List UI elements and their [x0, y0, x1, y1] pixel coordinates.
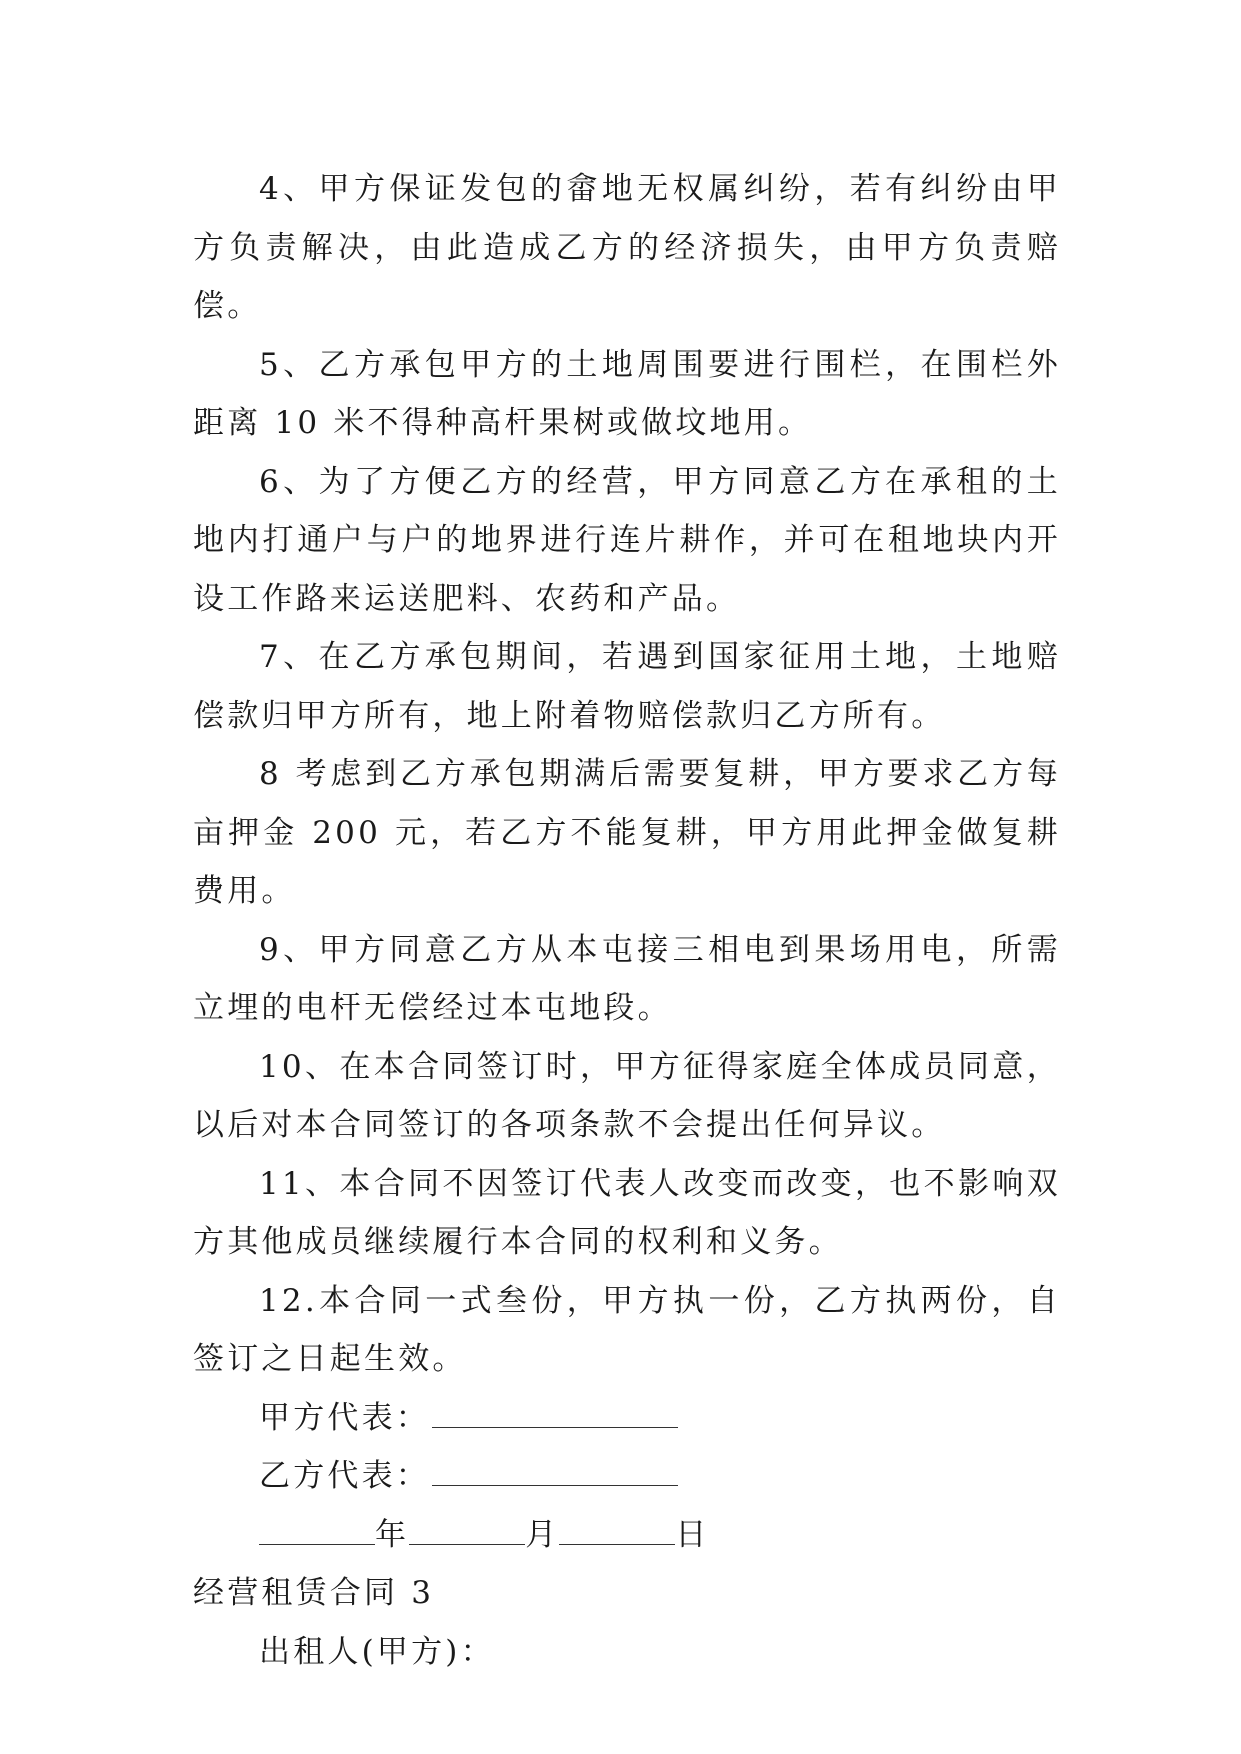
date-line — [193, 1506, 1061, 1565]
lessor-label: 出租人(甲方)： — [259, 1633, 495, 1670]
month-blank[interactable] — [409, 1522, 525, 1545]
clause-9: 9、甲方同意乙方从本屯接三相电到果场用电，所需立埋的电杆无偿经过本屯地段。 — [193, 931, 1061, 1026]
clause-7: 7、在乙方承包期间，若遇到国家征用土地，土地赔偿款归甲方所有，地上附着物赔偿款归乙方所有。 — [193, 639, 1061, 734]
party-a-blank[interactable] — [432, 1405, 678, 1428]
party-a-signature — [193, 1389, 1061, 1448]
lessor-line — [193, 1623, 1061, 1682]
party-b-label: 乙方代表： — [259, 1458, 430, 1494]
party-a-label: 甲方代表： — [259, 1399, 430, 1436]
clause-10: 10、在本合同签订时，甲方征得家庭全体成员同意，以后对本合同签订的各项条款不会提出任何异议。 — [193, 1048, 1061, 1143]
clause-12: 12.本合同一式叁份，甲方执一份，乙方执两份，自签订之日起生效。 — [193, 1282, 1061, 1377]
party-b-blank[interactable] — [432, 1463, 678, 1486]
day-blank[interactable] — [559, 1522, 675, 1545]
year-blank[interactable] — [259, 1522, 375, 1545]
clause-6: 6、为了方便乙方的经营，甲方同意乙方在承租的土地内打通户与户的地界进行连片耕作，并可在租地块内开设工作路来运送肥料、农药和产品。 — [193, 463, 1061, 617]
clause-4: 4、甲方保证发包的畲地无权属纠纷，若有纠纷由甲方负责解决，由此造成乙方的经济损失，由甲方负责赔偿。 — [193, 171, 1061, 324]
clause-5: 5、乙方承包甲方的土地周围要进行围栏，在围栏外距离 10 米不得种高杆果树或做坟地用。 — [193, 346, 1061, 441]
next-section-title: 经营租赁合同 3 — [193, 1575, 435, 1611]
month-label: 月 — [525, 1516, 560, 1553]
clause-11: 11、本合同不因签订代表人改变而改变，也不影响双方其他成员继续履行本合同的权利和义务。 — [193, 1165, 1061, 1260]
day-label: 日 — [675, 1516, 710, 1553]
year-label: 年 — [375, 1516, 410, 1553]
clause-8: 8 考虑到乙方承包期满后需要复耕，甲方要求乙方每亩押金 200 元，若乙方不能复耕，甲方用此押金做复耕费用。 — [193, 756, 1061, 909]
document-body — [193, 160, 1061, 1681]
party-b-signature — [193, 1447, 1061, 1506]
